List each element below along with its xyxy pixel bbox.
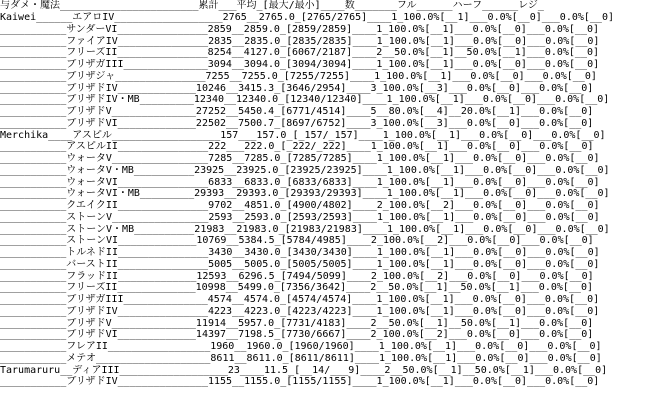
table-row: ___________メテオ___________________8611__8611.0_[8611/8611]____1_100.0%[__1]___0.0%[__0]___0.0%[__0] xyxy=(0,352,602,364)
table-row: ___________ブリザジャ_______________7255__7255.0_[7255/7255]____1_100.0%[__1]___0.0%[__0]___0.0%[__0] xyxy=(0,70,597,82)
table-row: ___________ブリザドVI_____________22502__7500.7_[8697/6752]____3_100.0%[__3]___0.0%[__0]___0.0%[__0] xyxy=(0,117,594,129)
table-row: Tarumaruru__ディアIII__________________23____11.5_[__14/___9]____2__50.0%[__1]__50.0%[__1]___0.0%[__0] xyxy=(0,364,608,376)
table-row: ___________ファイアIV_______________2835__2835.0_[2835/2835]____1_100.0%[__1]___0.0%[__0]___0.0%[__0] xyxy=(0,35,600,47)
table-row: ___________ウォータVI・MB_________29393__29393.0_[29393/29393]____1_100.0%[__1]___0.0%[__0]___0.0%[__0] xyxy=(0,188,610,200)
table-row: ___________ウォータV________________7285__7285.0_[7285/7285]____1_100.0%[__1]___0.0%[__0]___0.0%[__0] xyxy=(0,153,600,164)
table-row: ___________バーストII_______________5005__5005.0_[5005/5005]____1_100.0%[__1]___0.0%[__0]___0.0%[__0] xyxy=(0,258,600,270)
table-row: ___________クエイクII_______________9702__4851.0_[4900/4802]____2_100.0%[__2]___0.0%[__0]___0.0%[__0] xyxy=(0,200,600,211)
table-row: ___________ブリザガIII______________3094__3094.0_[3094/3094]____1_100.0%[__1]___0.0%[__0]___0.0%[__0] xyxy=(0,59,600,70)
table-row: ___________サンダーVI_______________2859__2859.0_[2859/2859]____1_100.0%[__1]___0.0%[__0]___0.0%[__0] xyxy=(0,23,600,35)
table-row: ___________ウォータV・MB__________23925__23925.0_[23925/23925]____1_100.0%[__1]___0.0%[__0]___0.0%[__0] xyxy=(0,164,610,176)
table-row: ___________フレアII_________________1960__1960.0_[1960/1960]____1_100.0%[__1]___0.0%[__0]___0.0%[__0] xyxy=(0,341,602,352)
table-row: ___________アスピルII_______________222___222.0_[_222/_222]____1_100.0%[__1]___0.0%[__0]___0.0%[__0] xyxy=(0,141,594,153)
table-row: ___________ストーンV・MB__________21983__21983.0_[21983/21983]____1_100.0%[__1]___0.0%[__0]___0.0%[__0] xyxy=(0,223,610,235)
table-row: ___________ブリザドIV_____________10246__3415.3_[3646/2954]____3_100.0%[__3]___0.0%[__0]___0.0%[__0] xyxy=(0,82,594,94)
table-row: ___________ブリザドIV_______________4223__4223.0_[4223/4223]____1_100.0%[__1]___0.0%[__0]___0.0%[__0] xyxy=(0,305,600,317)
table-row: ___________ストーンVI_____________10769__5384.5_[5784/4985]____2_100.0%[__2]___0.0%[__0]___0.0%[__0] xyxy=(0,235,594,247)
table-header: 与ダメ・魔法_______________________累計___平均_[最大/最小]____数_______フル______ハーフ______レジ_ xyxy=(0,0,544,11)
table-row: ___________ストーンV________________2593__2593.0_[2593/2593]____1_100.0%[__1]___0.0%[__0]___0.0%[__0] xyxy=(0,211,600,223)
table-row: Kaiwei______エアロIV__________________2765__2765.0_[2765/2765]____1_100.0%[__1]___0.0%[__0]___0.0%[__0] xyxy=(0,12,614,23)
table-row: ___________ウォータVI_______________6833__6833.0_[6833/6833]____1_100.0%[__1]___0.0%[__0]___0.0%[__0] xyxy=(0,176,600,188)
table-row: ___________フリーズII_____________10998__5499.0_[7356/3642]____2__50.0%[__1]__50.0%[__1]___0.0%[__0] xyxy=(0,282,593,294)
table-row: Merchika____アスピル__________________157___157.0_[_157/_157]____1_100.0%[__1]___0.0%[__0]___0.0%[__0] xyxy=(0,129,606,141)
table-row: ___________ブリザドIV・MB_________12340__12340.0_[12340/12340]____1_100.0%[__1]___0.0%[__0]___0.0%[__0] xyxy=(0,94,610,106)
table-row: ___________ブリザドV______________11914__5957.0_[7731/4183]____2__50.0%[__1]__50.0%[__1]___0.0%[__0] xyxy=(0,317,594,329)
table-row: ___________ブリザドIV_______________1155__1155.0_[1155/1155]____1_100.0%[__1]___0.0%[__0]___0.0%[__0] xyxy=(0,376,600,388)
table-row: ___________フリーズII_______________8254__4127.0_[6067/2187]____2__50.0%[__1]__50.0%[__1]___0.0%[__0] xyxy=(0,47,600,59)
table-row: ___________ブリザドVI_____________14397__7198.5_[7730/6667]____2_100.0%[__2]___0.0%[__0]___0.0%[__0] xyxy=(0,329,594,341)
table-row: ___________フラッドII_____________12593__6296.5_[7494/5099]____2_100.0%[__2]___0.0%[__0]___0.0%[__0] xyxy=(0,270,594,282)
table-row: ___________ブリザドV______________27252__5450.4_[6771/4514]____5__80.0%[__4]__20.0%[__1]___0.0%[__0] xyxy=(0,106,594,117)
table-row: ___________トルネドII_______________3430__3430.0_[3430/3430]____1_100.0%[__1]___0.0%[__0]___0.0%[__0] xyxy=(0,247,600,258)
table-row: ___________ブリザガIII______________4574__4574.0_[4574/4574]____1_100.0%[__1]___0.0%[__0]___0.0%[__0] xyxy=(0,294,600,305)
